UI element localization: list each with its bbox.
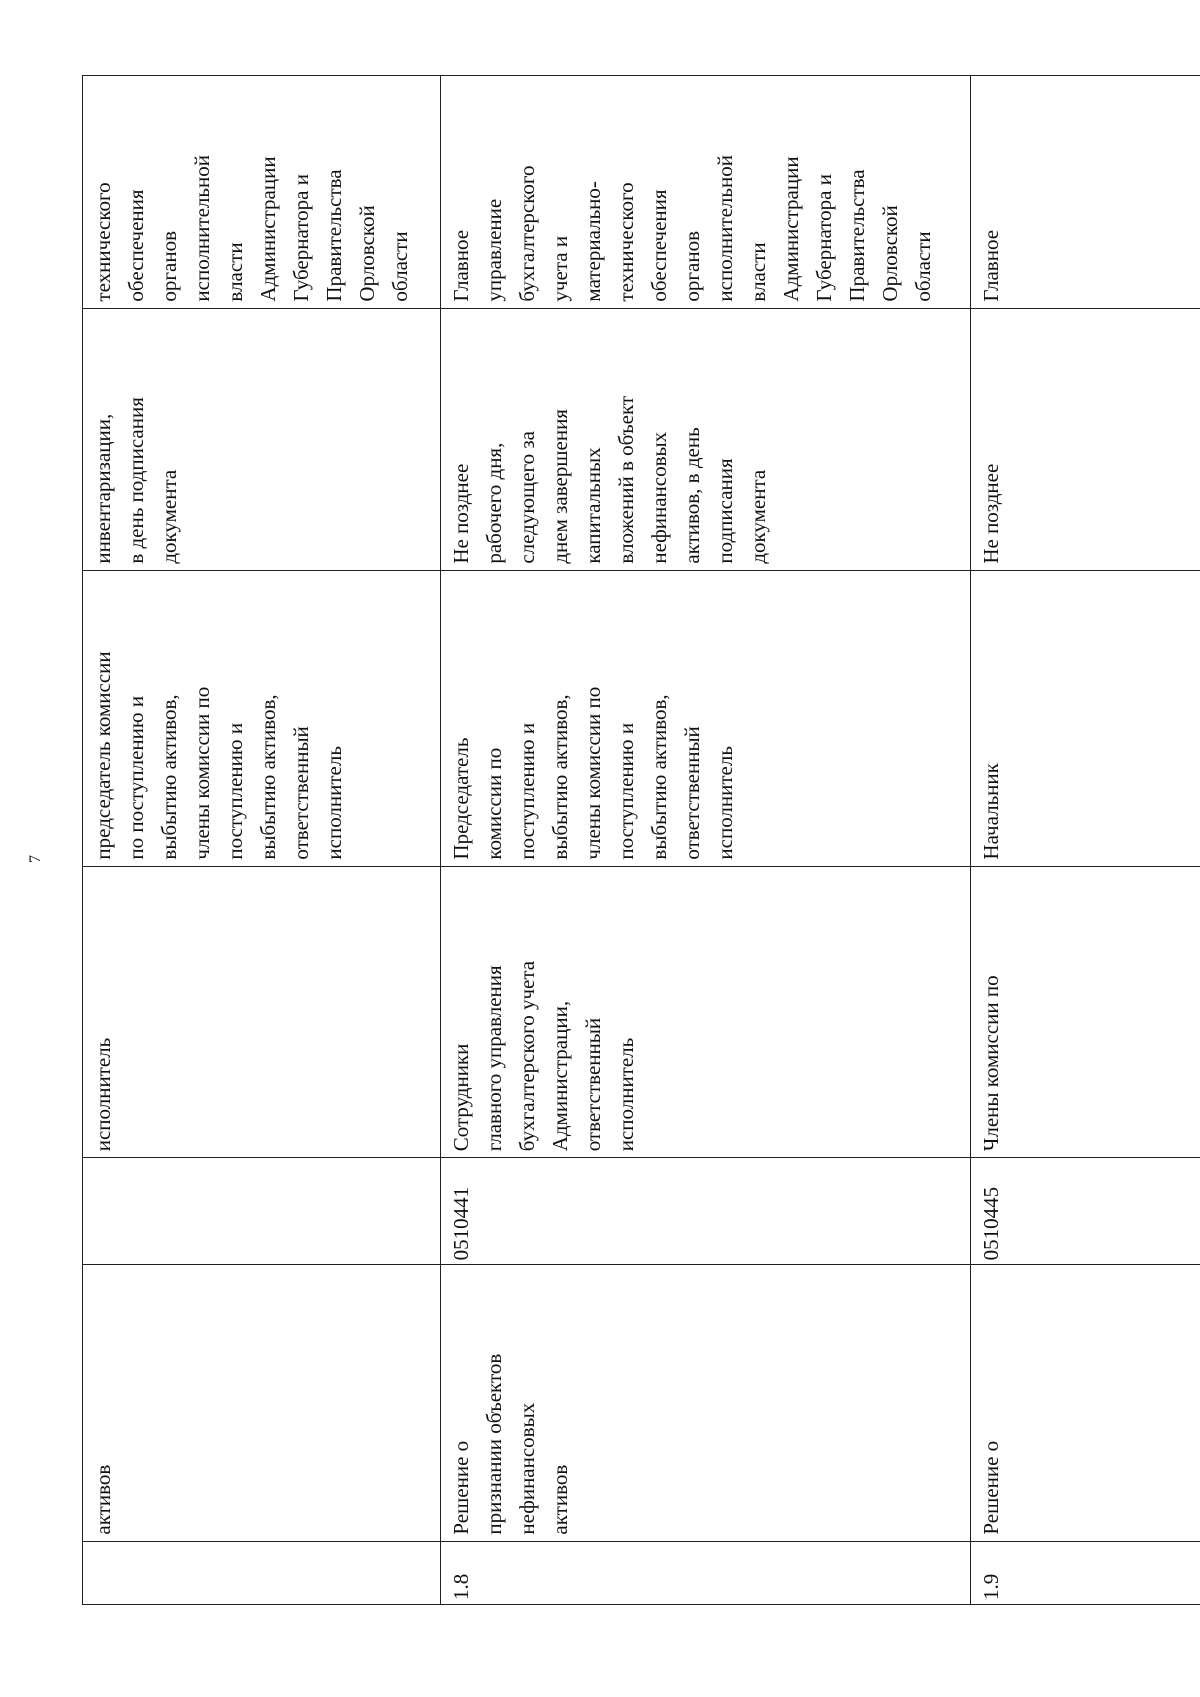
signer-cell [971,570,1200,866]
composer-cell [83,866,441,1158]
table-row [83,76,441,1605]
document-name [441,1265,971,1541]
recipient-text: Главное [979,229,1003,302]
recipient-cell [441,76,971,309]
document-name [971,1265,1200,1541]
signer-text: председатель комиссии по поступлению и выбытию активов, члены комиссии по поступлению и выбытию активов, ответственный исполнитель [91,651,346,860]
document-name-text: активов [91,1464,115,1535]
document-table [82,75,1200,1605]
form-code: 0510441 [441,1158,971,1265]
row-number: 1.8 [441,1541,971,1604]
composer-cell [971,866,1200,1158]
term-text: Не позднее рабочего дня, следующего за днем завершения капитальных вложений в объект нефинансовых активов, в день подписания документа [449,395,770,564]
document-table-rotated [82,75,1200,1605]
term-cell [83,308,441,570]
table-row [971,76,1200,1605]
composer-text: Члены комиссии по [979,975,1003,1152]
signer-cell [83,570,441,866]
form-code [83,1158,441,1265]
document-name [83,1265,441,1541]
document-name-text: Решение о [979,1440,1003,1535]
term-text: инвентаризации, в день подписания документа [91,397,181,564]
term-cell [441,308,971,570]
composer-text: Сотрудники главного управления бухгалтерского учета Администрации, ответственный исполнитель [449,960,638,1152]
composer-cell [441,866,971,1158]
signer-text: Председатель комиссии по поступлению и выбытию активов, члены комиссии по поступлению и выбытию активов, ответственный исполнитель [449,686,737,860]
term-cell [971,308,1200,570]
signer-cell [441,570,971,866]
recipient-cell [83,76,441,309]
row-number: 1.9 [971,1541,1200,1604]
document-name-text: Решение о признании объектов нефинансовых активов [449,1353,572,1535]
signer-text: Начальник [979,763,1003,860]
table-row [441,76,971,1605]
row-number [83,1541,441,1604]
recipient-cell [971,76,1200,309]
page-number: 7 [27,855,44,863]
recipient-text: технического обеспечения органов исполнительной власти Администрации Губернатора и Правительства Орловской области [91,155,412,302]
term-text: Не позднее [979,463,1003,564]
composer-text: исполнитель [91,1037,115,1152]
recipient-text: Главное управление бухгалтерского учета и материально- технического обеспечения органов исполнительной власти Администрации Губернатора и Правительства Орловской области [449,155,935,302]
form-code: 0510445 [971,1158,1200,1265]
